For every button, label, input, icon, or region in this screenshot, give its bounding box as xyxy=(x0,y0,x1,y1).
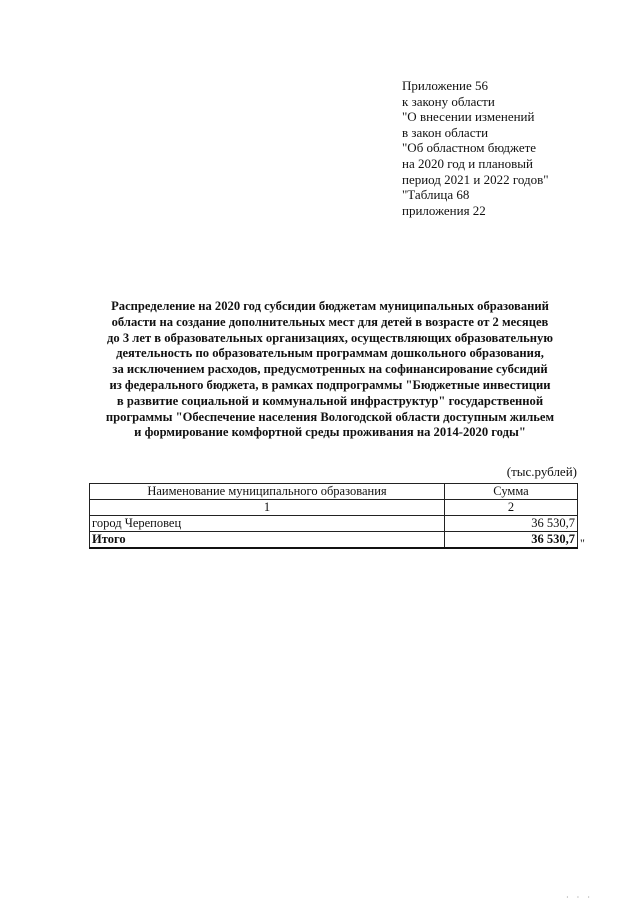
distribution-table xyxy=(89,483,578,549)
page-mark: · · · xyxy=(566,893,593,902)
appendix-line: период 2021 и 2022 годов" xyxy=(402,171,549,187)
title-line: за исключением расходов, предусмотренных на софинансирование субсидий xyxy=(112,362,548,377)
appendix-line: в закон области xyxy=(402,124,489,140)
appendix-note xyxy=(402,78,622,218)
total-amount: 36 530,7 xyxy=(445,532,578,549)
document-title xyxy=(80,299,580,441)
title-line: из федерального бюджета, в рамках подпрограммы "Бюджетные инвестиции xyxy=(109,377,551,392)
title-line: деятельность по образовательным программам дошкольного образования, xyxy=(116,346,544,361)
municipality-name: город Череповец xyxy=(90,516,445,532)
table-number-row xyxy=(90,500,578,516)
column-number-2: 2 xyxy=(445,500,578,516)
table-total-row xyxy=(90,532,578,549)
units-label: (тыс.рублей) xyxy=(506,464,577,479)
column-number-1: 1 xyxy=(90,500,445,516)
appendix-line: приложения 22 xyxy=(402,202,486,218)
table-row xyxy=(90,516,578,532)
title-line: и формирование комфортной среды проживания на 2014-2020 годы" xyxy=(134,425,526,440)
header-municipality: Наименование муниципального образования xyxy=(90,484,445,500)
appendix-line: "О внесении изменений xyxy=(402,109,535,125)
total-label: Итого xyxy=(90,532,445,549)
header-amount: Сумма xyxy=(445,484,578,500)
municipality-amount: 36 530,7 xyxy=(445,516,578,532)
appendix-line: к закону области xyxy=(402,93,495,109)
title-line: области на создание дополнительных мест для детей в возрасте от 2 месяцев xyxy=(111,314,549,329)
title-line: до 3 лет в образовательных организациях, осуществляющих образовательную xyxy=(107,330,553,345)
appendix-line: "Таблица 68 xyxy=(402,187,470,203)
appendix-line: "Об областном бюджете xyxy=(402,140,537,156)
appendix-line: на 2020 год и плановый xyxy=(402,155,533,171)
title-line: в развитие социальной и коммунальной инфраструктур" государственной xyxy=(116,393,544,408)
table-header-row xyxy=(90,484,578,500)
closing-quote: " xyxy=(580,536,585,550)
title-line: Распределение на 2020 год субсидии бюджетам муниципальных образований xyxy=(111,299,549,313)
title-line: программы "Обеспечение населения Вологодской области доступным жильем xyxy=(105,409,555,424)
appendix-line: Приложение 56 xyxy=(402,78,489,93)
